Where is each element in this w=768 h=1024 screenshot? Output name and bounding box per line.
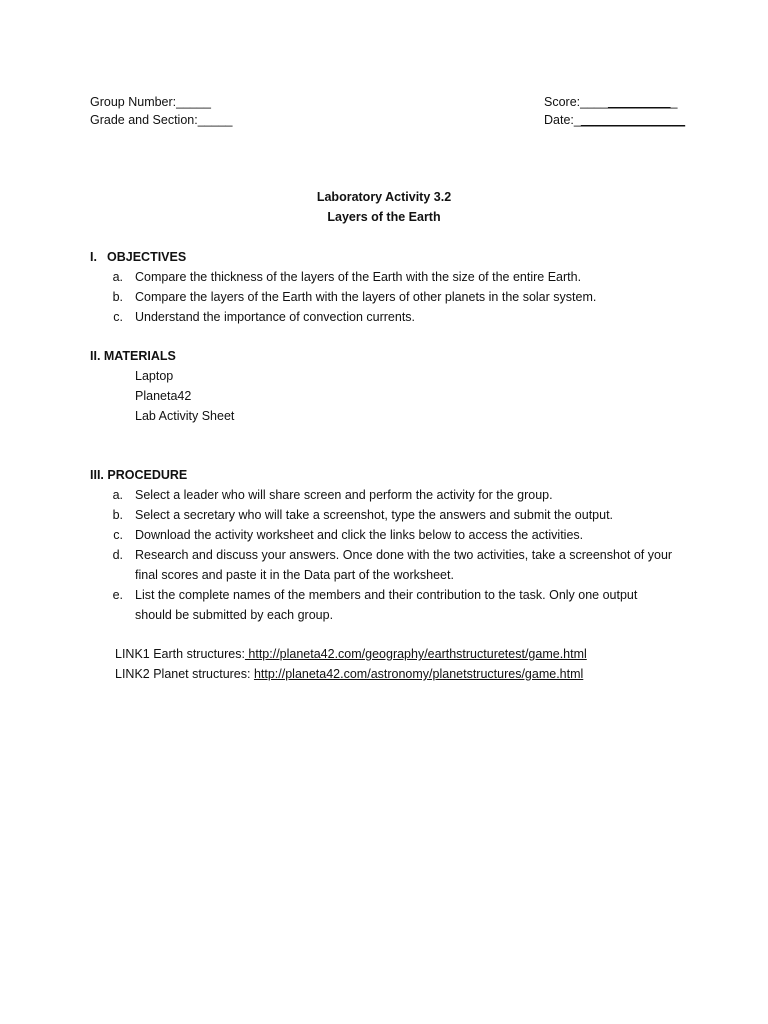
objective-marker: c.: [113, 310, 123, 324]
procedure-item: Research and discuss your answers. Once done with the two activities, take a screenshot of your: [135, 548, 673, 562]
score-label: Score:: [544, 95, 581, 109]
link2-url[interactable]: http://planeta42.com/astronomy/planetstructures/game.html: [253, 667, 584, 681]
procedure-marker: b.: [112, 508, 123, 522]
objective-marker: b.: [112, 290, 123, 304]
objective-item: Understand the importance of convection currents.: [135, 310, 416, 324]
procedure-item-continuation: final scores and paste it in the Data part of the worksheet.: [135, 568, 454, 582]
materials-heading: II. MATERIALS: [90, 349, 176, 363]
material-item: Lab Activity Sheet: [135, 409, 235, 423]
objective-item: Compare the thickness of the layers of the Earth with the size of the entire Earth.: [135, 270, 582, 284]
objective-item: Compare the layers of the Earth with the layers of other planets in the solar system.: [135, 290, 597, 304]
score-blank-end: _: [670, 95, 678, 109]
material-item: Laptop: [135, 369, 174, 383]
procedure-marker: d.: [112, 548, 123, 562]
score-blank-underlined: _________: [607, 95, 671, 109]
procedure-marker: a.: [112, 488, 123, 502]
material-item: Planeta42: [135, 389, 192, 403]
procedure-marker: e.: [112, 588, 123, 602]
link1-url[interactable]: http://planeta42.com/geography/earthstructuretest/game.html: [244, 647, 587, 661]
date-label: Date:: [544, 113, 574, 127]
date-blank: _: [573, 113, 581, 127]
objectives-heading: [90, 249, 186, 265]
objectives-heading-text: OBJECTIVES: [107, 250, 187, 264]
link1-label: LINK1 Earth structures:: [115, 647, 245, 661]
grade-section-field: Grade and Section:_____: [90, 113, 233, 127]
date-field: [544, 112, 685, 128]
procedure-marker: c.: [113, 528, 123, 542]
objective-marker: a.: [112, 270, 123, 284]
procedure-item: List the complete names of the members and their contribution to the task. Only one output: [135, 588, 638, 602]
activity-subtitle: Layers of the Earth: [327, 210, 441, 224]
procedure-item-continuation: should be submitted by each group.: [135, 608, 334, 622]
group-number-field: Group Number:_____: [90, 95, 211, 109]
link1-row: [115, 646, 587, 662]
link2-label: LINK2 Planet structures:: [115, 667, 254, 681]
procedure-item: Download the activity worksheet and click the links below to access the activities.: [135, 528, 584, 542]
procedure-item: Select a leader who will share screen and perform the activity for the group.: [135, 488, 553, 502]
procedure-heading: III. PROCEDURE: [90, 468, 188, 482]
link2-row: [115, 666, 583, 682]
objectives-heading-number: I.: [90, 250, 97, 264]
procedure-item: Select a secretary who will take a screenshot, type the answers and submit the output.: [135, 508, 614, 522]
date-blank-underlined: _______________: [580, 113, 686, 127]
activity-title: Laboratory Activity 3.2: [316, 190, 452, 204]
score-field: [544, 94, 677, 110]
score-blank: ____: [580, 95, 608, 109]
